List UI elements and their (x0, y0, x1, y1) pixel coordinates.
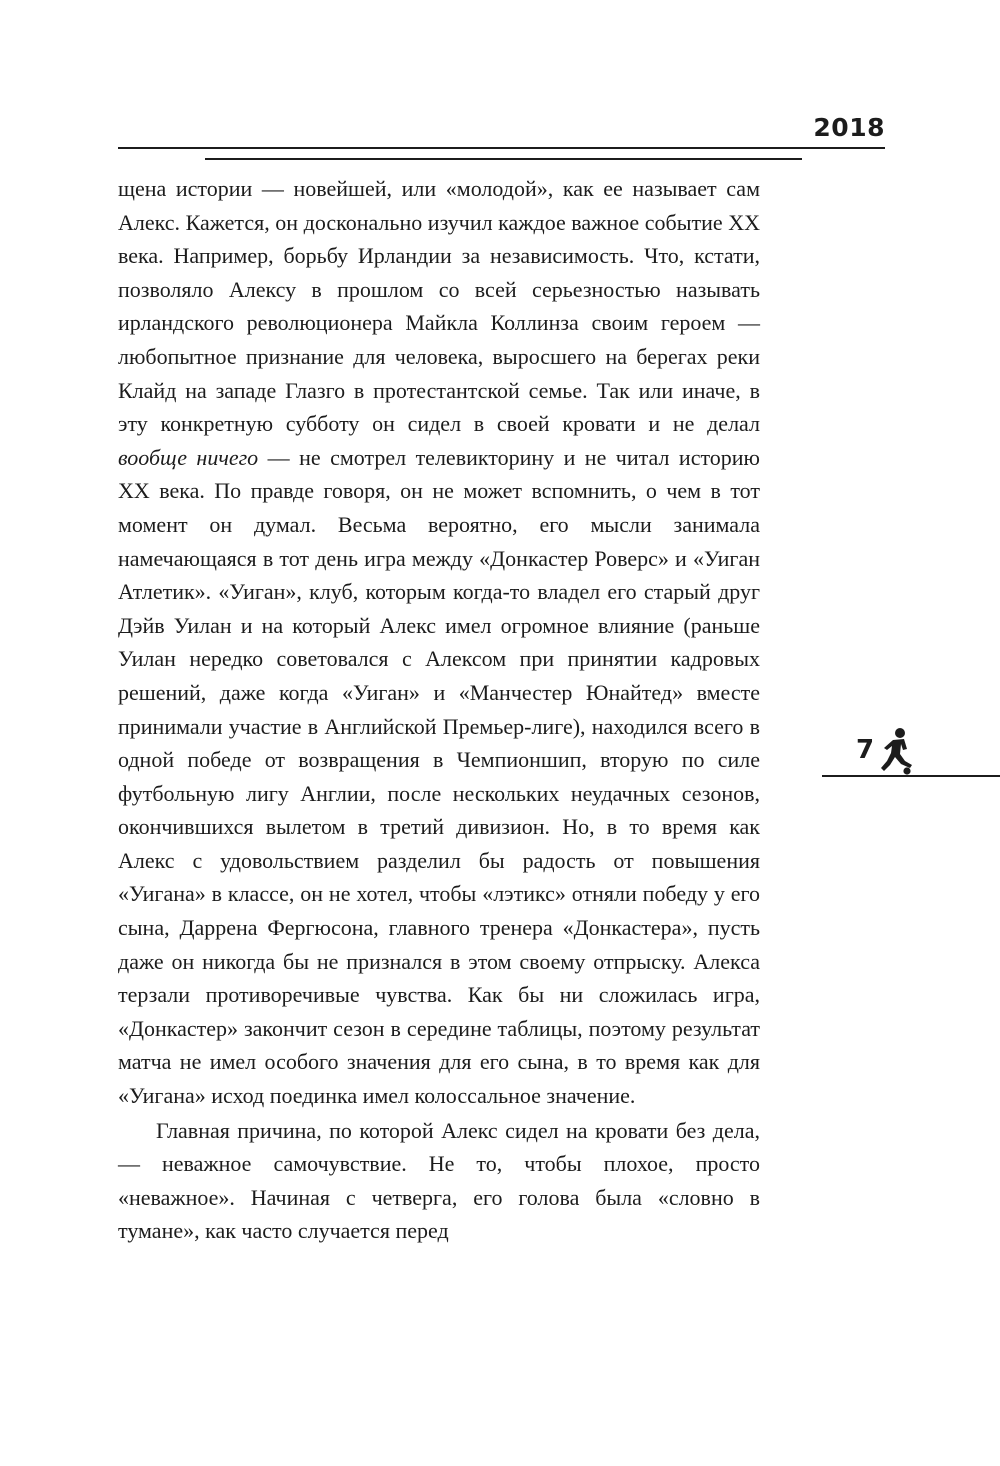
paragraph-1-text-b: — не смотрел телевикторину и не читал историю XX века. По правде говоря, он не может вспомнить, о чем в тот момент он думал. Весьма вероятно, его мысли занимала намечающаяся в тот день игра между «Донкастер Роверс» и «Уиган Атлетик». «Уиган», клуб, которым когда-то владел его старый друг Дэйв Уилан и на который Алекс имел огромное влияние (раньше Уилан нередко советовался с Алексом при принятии кадровых решений, даже когда «Уиган» и «Манчестер Юнайтед» вместе принимали участие в Английской Премьер-лиге), находился всего в одной победе от возвращения в Чемпионшип, вторую по силе футбольную лигу Англии, после нескольких неудачных сезонов, окончившихся вылетом в третий дивизион. Но, в то время как Алекс с удовольствием разделил бы радость от повышения «Уигана» в классе, он не хотел, чтобы «лэтикс» отняли победу у его сына, Даррена Фергюсона, главного тренера «Донкастера», пусть даже он никогда бы не признался в этом своему отпрыску. Алекса терзали противоречивые чувства. Как бы ни сложилась игра, «Донкастер» закончит сезон в середине таблицы, поэтому результат матча не имел особого значения для его сына, в то время как для «Уигана» исход поединка имел колоссальное значение. (118, 444, 760, 1109)
running-title: 2018 (813, 113, 885, 142)
header-rule-bottom (205, 158, 802, 160)
paragraph-1 (118, 172, 760, 1113)
header-rule-top (118, 147, 885, 149)
folio-rule (822, 775, 1000, 777)
page-number: 7 (856, 735, 875, 765)
body-text (118, 172, 760, 1248)
paragraph-1-italic: вообще ничего (118, 444, 259, 470)
paragraph-1-text-a: щена истории — новейшей, или «молодой», как ее называет сам Алекс. Кажется, он досконально изучил каждое важное событие XX века. Например, борьбу Ирландии за независимость. Что, кстати, позволяло Алексу в прошлом со всей серьезностью называть ирландского революционера Майкла Коллинза своим героем — любопытное признание для человека, выросшего на берегах реки Клайд на западе Глазго в протестантской семье. Так или иначе, в эту конкретную субботу он сидел в своей кровати и не делал (118, 176, 760, 437)
paragraph-2: Главная причина, по которой Алекс сидел на кровати без дела, — неважное самочувствие. Не то, чтобы плохое, просто «неважное». Начиная с четверга, его голова была «словно в тумане», как часто случается перед (118, 1117, 760, 1244)
folio (822, 727, 1000, 779)
football-player-icon (874, 727, 914, 775)
